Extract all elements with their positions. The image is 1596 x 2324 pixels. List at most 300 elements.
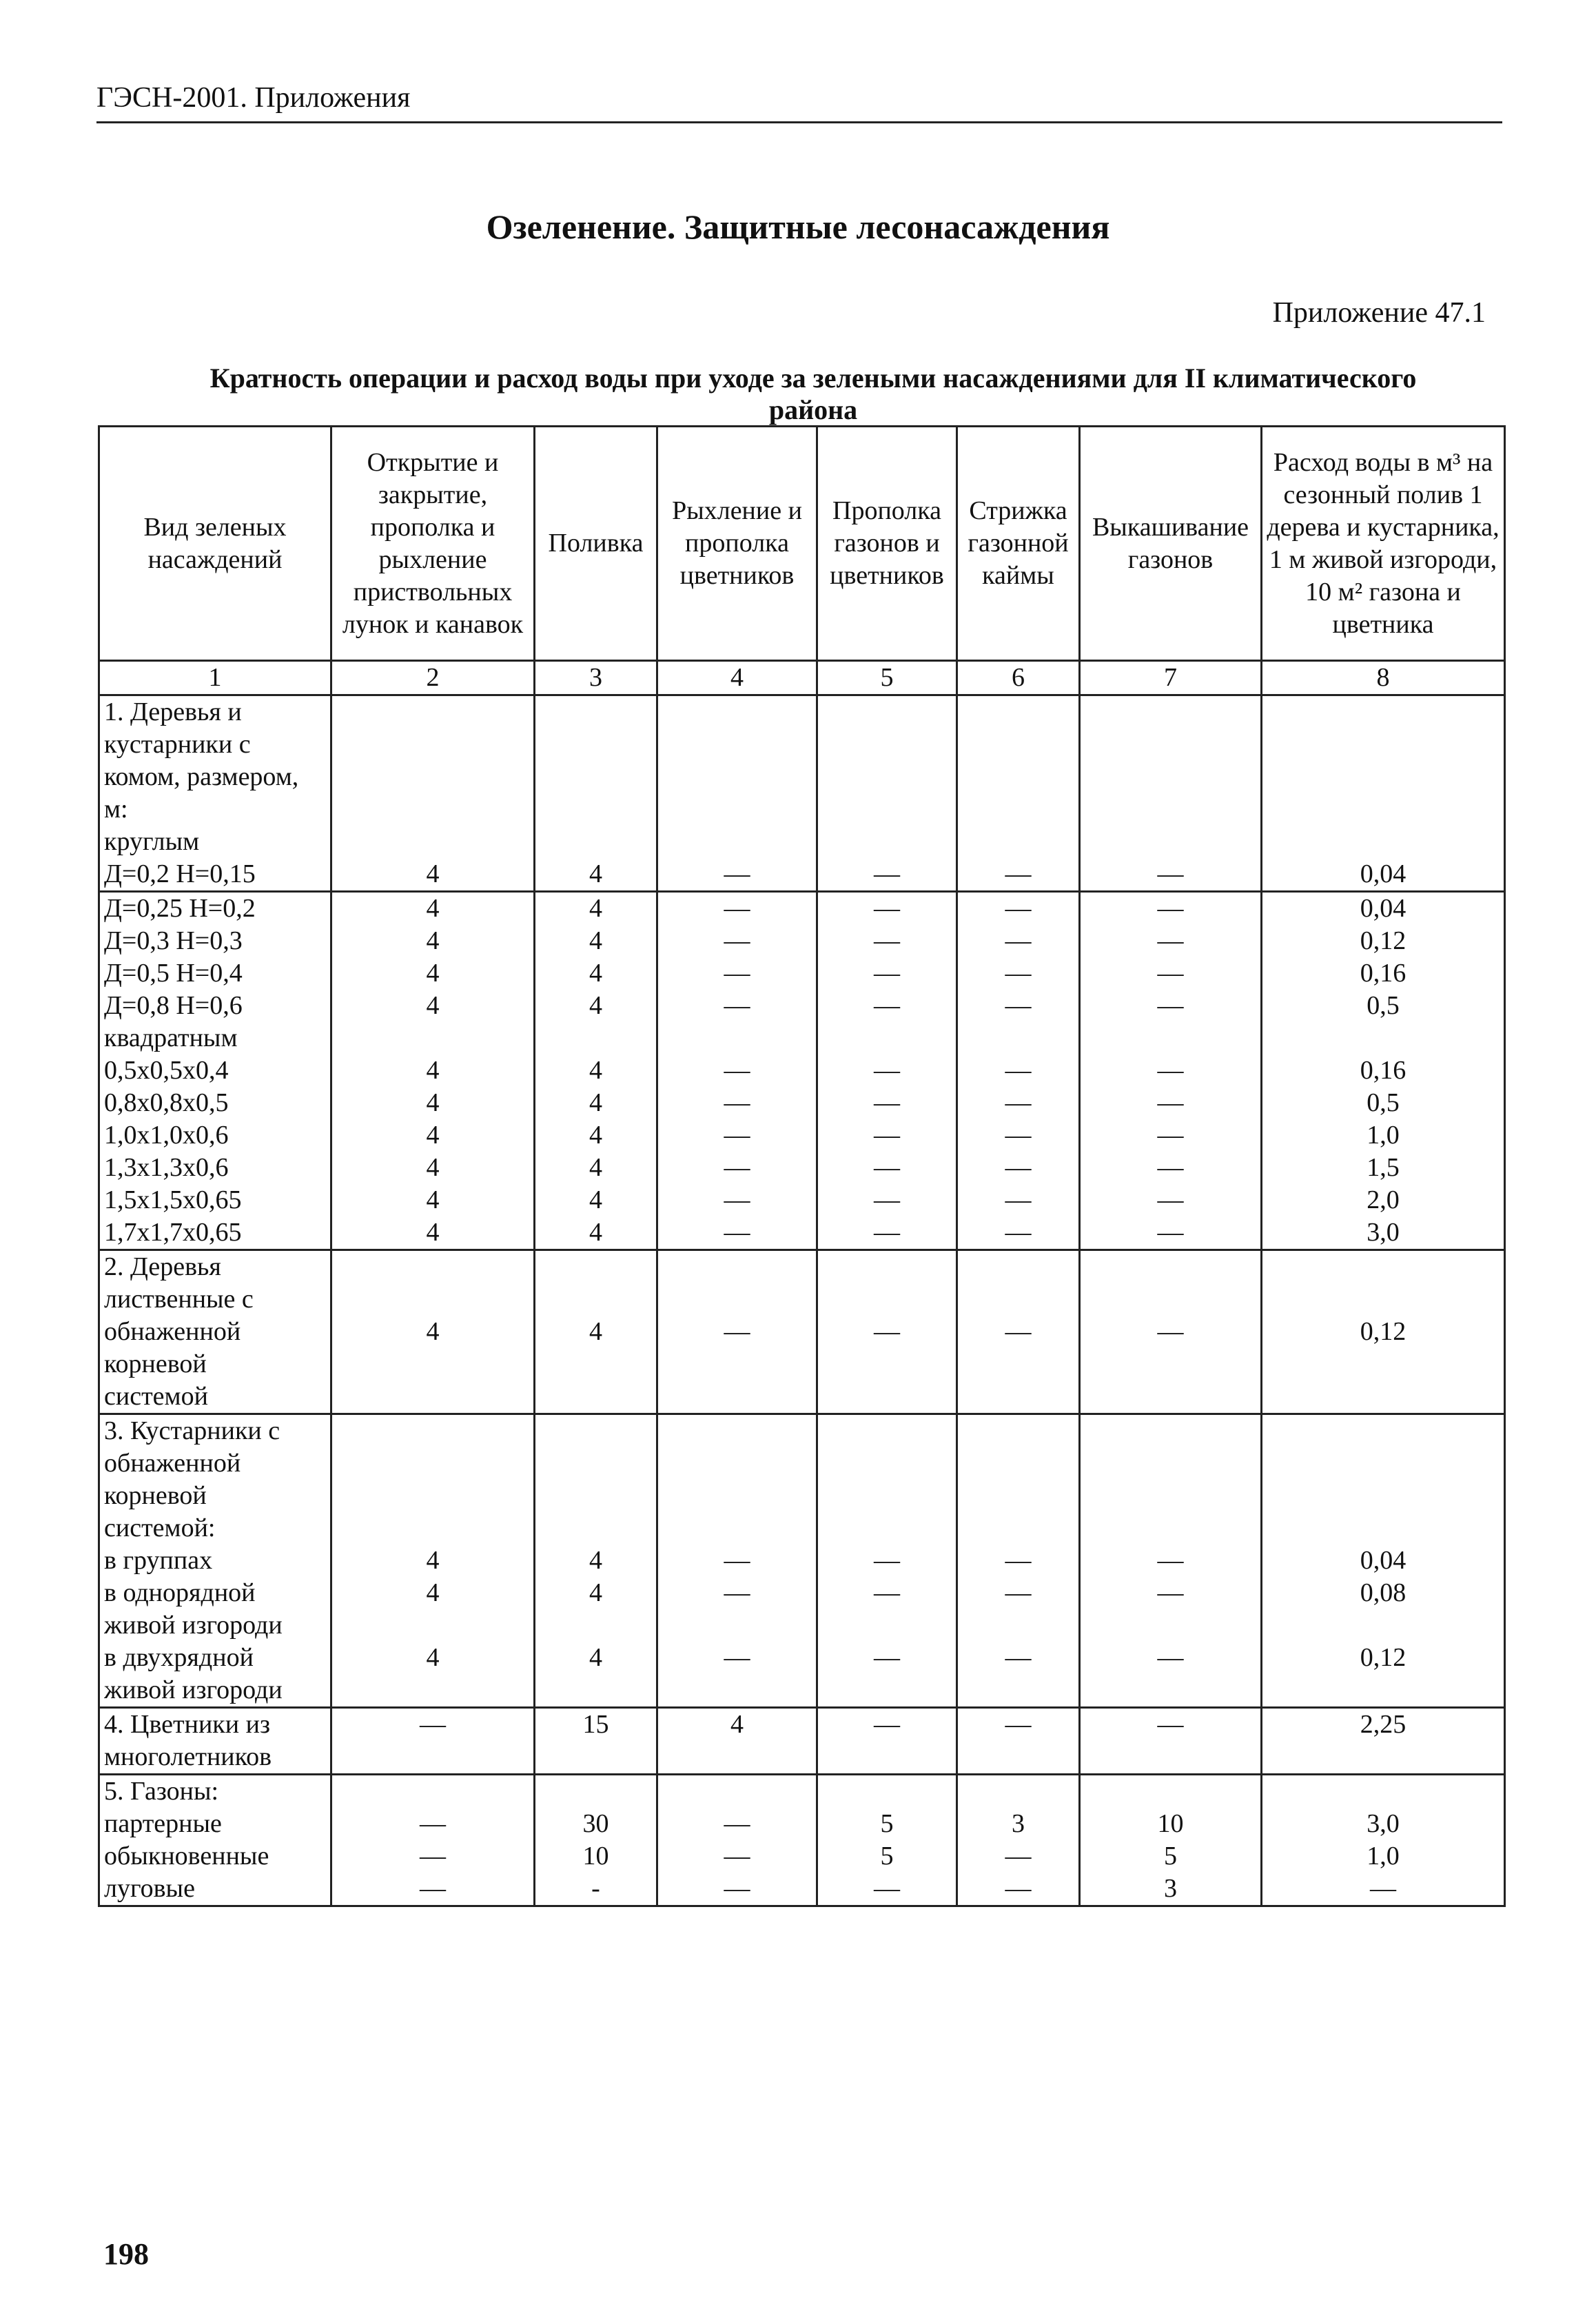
- cell-value: -: [591, 1874, 600, 1903]
- col-header-mowing: Выкашивание газонов: [1080, 427, 1262, 661]
- cell-value: [1267, 1022, 1500, 1054]
- cell-value: —: [420, 1874, 446, 1903]
- value-cell: [817, 1250, 957, 1414]
- cell-value: [822, 1741, 952, 1773]
- cell-value: [336, 761, 529, 793]
- cell-value: [1267, 1415, 1500, 1447]
- cell-value: [662, 1480, 812, 1512]
- plant-type-text: Д=0,3 Н=0,3: [104, 926, 243, 955]
- cell-value: [1267, 1775, 1500, 1808]
- cell-value: 4: [589, 1121, 602, 1150]
- cell-value: —: [724, 1578, 750, 1607]
- cell-value: —: [724, 1218, 750, 1247]
- cell-value: [1267, 1512, 1500, 1545]
- cell-value: 4: [426, 959, 440, 988]
- plant-type-text: 2. Деревья: [104, 1252, 221, 1281]
- cell-value: 0,08: [1360, 1578, 1406, 1607]
- value-cell: [1262, 695, 1505, 892]
- plant-type-text: Д=0,2 Н=0,15: [104, 859, 256, 888]
- value-cell: [1080, 1414, 1262, 1708]
- column-number-row: [99, 661, 1505, 695]
- cell-value: 10: [1157, 1809, 1184, 1838]
- cell-value: —: [1157, 1088, 1184, 1117]
- cell-value: [540, 1480, 652, 1512]
- norms-table: [98, 425, 1506, 1907]
- plant-type-text: 4. Цветники из: [104, 1710, 270, 1739]
- value-cell: [817, 1414, 957, 1708]
- cell-value: 15: [582, 1710, 609, 1739]
- cell-value: [1085, 1741, 1256, 1773]
- cell-value: [962, 1741, 1074, 1773]
- cell-value: 4: [589, 991, 602, 1020]
- plant-type-cell: [99, 1775, 331, 1906]
- cell-value: —: [724, 959, 750, 988]
- cell-value: —: [724, 1842, 750, 1871]
- cell-value: 5: [880, 1842, 894, 1871]
- cell-value: 5: [1164, 1842, 1177, 1871]
- value-cell: [657, 1708, 817, 1775]
- cell-value: —: [874, 1710, 900, 1739]
- cell-value: —: [1157, 1546, 1184, 1575]
- plant-type-text: квадратным: [104, 1023, 238, 1052]
- cell-value: [1085, 1609, 1256, 1642]
- cell-value: [540, 1447, 652, 1480]
- value-cell: [535, 1250, 657, 1414]
- cell-value: 4: [426, 1121, 440, 1150]
- cell-value: —: [724, 1546, 750, 1575]
- cell-value: —: [724, 1185, 750, 1214]
- table-body: [99, 695, 1505, 1906]
- cell-value: [822, 1380, 952, 1413]
- cell-value: 30: [582, 1809, 609, 1838]
- cell-value: [822, 1674, 952, 1706]
- col-header-weeding: Прополка газонов и цветников: [817, 427, 957, 661]
- cell-value: [822, 761, 952, 793]
- col-header-opening-closing: Открытие и закрытие, прополка и рыхление приствольных лунок и канавок: [331, 427, 535, 661]
- value-cell: [817, 892, 957, 1250]
- plant-type-text: Д=0,5 Н=0,4: [104, 959, 243, 988]
- value-cell: [657, 695, 817, 892]
- cell-value: 0,04: [1360, 1546, 1406, 1575]
- cell-value: —: [874, 1546, 900, 1575]
- cell-value: [822, 1609, 952, 1642]
- cell-value: [962, 1512, 1074, 1545]
- cell-value: [336, 728, 529, 761]
- value-cell: [957, 1250, 1080, 1414]
- value-cell: [817, 1775, 957, 1906]
- cell-value: [336, 696, 529, 728]
- value-cell: [331, 1250, 535, 1414]
- table-row: [99, 1775, 1505, 1906]
- value-cell: [535, 892, 657, 1250]
- appendix-label: Приложение 47.1: [1272, 297, 1486, 329]
- page-title: Озеленение. Защитные лесонасаждения: [486, 207, 1110, 246]
- page-number: 198: [103, 2237, 149, 2271]
- cell-value: [1267, 1674, 1500, 1706]
- cell-value: —: [724, 1643, 750, 1672]
- cell-value: [822, 793, 952, 826]
- header-divider: [96, 121, 1502, 123]
- cell-value: [1085, 1022, 1256, 1054]
- cell-value: [662, 1251, 812, 1283]
- cell-value: [1085, 1348, 1256, 1380]
- cell-value: 1,0: [1367, 1842, 1400, 1871]
- cell-value: [962, 1415, 1074, 1447]
- cell-value: [662, 793, 812, 826]
- cell-value: 4: [589, 959, 602, 988]
- cell-value: 4: [426, 1088, 440, 1117]
- cell-value: [822, 1022, 952, 1054]
- plant-type-text: 1,0x1,0x0,6: [104, 1121, 229, 1150]
- cell-value: [1085, 1251, 1256, 1283]
- cell-value: —: [874, 1578, 900, 1607]
- value-cell: [1262, 1775, 1505, 1906]
- plant-type-text: 1,7x1,7x0,65: [104, 1218, 242, 1247]
- cell-value: 2,0: [1367, 1185, 1400, 1214]
- cell-value: [962, 1447, 1074, 1480]
- cell-value: —: [874, 1317, 900, 1346]
- plant-type-text: в двухрядной: [104, 1643, 254, 1672]
- plant-type-text: круглым: [104, 827, 200, 856]
- cell-value: [336, 1741, 529, 1773]
- value-cell: [1262, 1250, 1505, 1414]
- plant-type-text: 1. Деревья и: [104, 697, 242, 726]
- cell-value: [662, 1741, 812, 1773]
- cell-value: [1085, 1415, 1256, 1447]
- cell-value: —: [1005, 991, 1032, 1020]
- cell-value: —: [874, 894, 900, 923]
- cell-value: [1085, 1447, 1256, 1480]
- cell-value: [540, 1380, 652, 1413]
- value-cell: [657, 892, 817, 1250]
- cell-value: [336, 1775, 529, 1808]
- cell-value: 0,12: [1360, 1317, 1406, 1346]
- cell-value: —: [874, 1218, 900, 1247]
- cell-value: [1085, 696, 1256, 728]
- cell-value: 4: [589, 1218, 602, 1247]
- cell-value: —: [724, 1874, 750, 1903]
- value-cell: [535, 1708, 657, 1775]
- cell-value: [662, 826, 812, 858]
- cell-value: 3,0: [1367, 1218, 1400, 1247]
- cell-value: 0,04: [1360, 894, 1406, 923]
- cell-value: [540, 1415, 652, 1447]
- cell-value: —: [1005, 1218, 1032, 1247]
- value-cell: [657, 1250, 817, 1414]
- cell-value: [540, 1283, 652, 1316]
- plant-type-text: обнаженной: [104, 1449, 241, 1478]
- cell-value: [1267, 1283, 1500, 1316]
- cell-value: [662, 696, 812, 728]
- cell-value: [962, 761, 1074, 793]
- plant-type-text: м:: [104, 795, 128, 824]
- plant-type-text: партерные: [104, 1809, 222, 1838]
- cell-value: [1267, 1380, 1500, 1413]
- cell-value: 4: [589, 1578, 602, 1607]
- cell-value: 4: [589, 1088, 602, 1117]
- cell-value: [1267, 826, 1500, 858]
- cell-value: [962, 1609, 1074, 1642]
- cell-value: —: [1005, 859, 1032, 888]
- cell-value: [336, 1609, 529, 1642]
- cell-value: [822, 1775, 952, 1808]
- plant-type-text: лиственные с: [104, 1285, 254, 1314]
- cell-value: 4: [426, 1578, 440, 1607]
- cell-value: —: [1005, 894, 1032, 923]
- table-header-row: [99, 427, 1505, 661]
- cell-value: 4: [589, 1056, 602, 1085]
- cell-value: [662, 1283, 812, 1316]
- col-header-water-usage: Расход воды в м³ на сезонный полив 1 дерева и кустарника, 1 м живой изгороди, 10 м² газона и цветника: [1262, 427, 1505, 661]
- value-cell: [331, 1708, 535, 1775]
- cell-value: [336, 1251, 529, 1283]
- cell-value: [1085, 761, 1256, 793]
- value-cell: [957, 695, 1080, 892]
- cell-value: [540, 1741, 652, 1773]
- value-cell: [331, 695, 535, 892]
- cell-value: —: [1157, 1218, 1184, 1247]
- cell-value: —: [874, 991, 900, 1020]
- value-cell: [657, 1414, 817, 1708]
- cell-value: [1267, 1609, 1500, 1642]
- cell-value: [1267, 1480, 1500, 1512]
- cell-value: [540, 793, 652, 826]
- plant-type-text: 0,5x0,5x0,4: [104, 1056, 229, 1085]
- cell-value: —: [724, 1153, 750, 1182]
- plant-type-text: Д=0,25 Н=0,2: [104, 894, 256, 923]
- cell-value: —: [1157, 1710, 1184, 1739]
- cell-value: —: [1157, 859, 1184, 888]
- cell-value: [662, 1447, 812, 1480]
- cell-value: [540, 1674, 652, 1706]
- table-row: [99, 1250, 1505, 1414]
- value-cell: [535, 1414, 657, 1708]
- cell-value: —: [724, 991, 750, 1020]
- running-header: ГЭСН-2001. Приложения: [96, 82, 411, 114]
- cell-value: 4: [426, 894, 440, 923]
- table-row: [99, 1708, 1505, 1775]
- cell-value: [962, 1380, 1074, 1413]
- plant-type-text: живой изгороди: [104, 1611, 283, 1640]
- cell-value: 5: [880, 1809, 894, 1838]
- cell-value: [1085, 1480, 1256, 1512]
- cell-value: [962, 728, 1074, 761]
- column-number: 1: [99, 661, 331, 695]
- cell-value: —: [874, 926, 900, 955]
- cell-value: [540, 1775, 652, 1808]
- cell-value: [962, 696, 1074, 728]
- value-cell: [1262, 1708, 1505, 1775]
- cell-value: —: [1005, 1088, 1032, 1117]
- col-header-watering: Поливка: [535, 427, 657, 661]
- cell-value: —: [874, 1088, 900, 1117]
- cell-value: [336, 1447, 529, 1480]
- cell-value: [336, 1415, 529, 1447]
- cell-value: [822, 1447, 952, 1480]
- cell-value: 4: [589, 1546, 602, 1575]
- cell-value: 1,0: [1367, 1121, 1400, 1150]
- cell-value: 2,25: [1360, 1710, 1406, 1739]
- cell-value: [1085, 826, 1256, 858]
- cell-value: [822, 1415, 952, 1447]
- cell-value: [962, 1674, 1074, 1706]
- cell-value: —: [724, 1088, 750, 1117]
- cell-value: [662, 1609, 812, 1642]
- cell-value: 0,04: [1360, 859, 1406, 888]
- cell-value: —: [1157, 1643, 1184, 1672]
- cell-value: —: [724, 926, 750, 955]
- cell-value: [662, 1380, 812, 1413]
- col-header-plant-type: Вид зеленых насаждений: [99, 427, 331, 661]
- cell-value: 3: [1164, 1874, 1177, 1903]
- cell-value: [822, 728, 952, 761]
- cell-value: —: [1157, 991, 1184, 1020]
- cell-value: —: [874, 1056, 900, 1085]
- cell-value: [1267, 1251, 1500, 1283]
- cell-value: 4: [589, 894, 602, 923]
- plant-type-text: обнаженной: [104, 1317, 241, 1346]
- cell-value: [540, 1609, 652, 1642]
- cell-value: [662, 728, 812, 761]
- cell-value: 4: [426, 1643, 440, 1672]
- cell-value: —: [1157, 894, 1184, 923]
- cell-value: [962, 1348, 1074, 1380]
- cell-value: [962, 1251, 1074, 1283]
- cell-value: 0,12: [1360, 1643, 1406, 1672]
- cell-value: [540, 761, 652, 793]
- cell-value: [822, 1283, 952, 1316]
- cell-value: 4: [426, 1056, 440, 1085]
- cell-value: [1267, 696, 1500, 728]
- cell-value: [962, 793, 1074, 826]
- cell-value: 4: [426, 991, 440, 1020]
- cell-value: —: [724, 1317, 750, 1346]
- column-number: 4: [657, 661, 817, 695]
- cell-value: [1267, 793, 1500, 826]
- table-row: [99, 892, 1505, 1250]
- table-row: [99, 695, 1505, 892]
- cell-value: 3: [1012, 1809, 1025, 1838]
- plant-type-text: в однорядной: [104, 1578, 256, 1607]
- cell-value: 0,12: [1360, 926, 1406, 955]
- cell-value: 4: [589, 926, 602, 955]
- cell-value: —: [874, 1153, 900, 1182]
- cell-value: 10: [582, 1842, 609, 1871]
- plant-type-text: живой изгороди: [104, 1675, 283, 1704]
- value-cell: [957, 892, 1080, 1250]
- table-caption: Кратность операции и расход воды при уходе за зелеными насаждениями для II климатического района: [209, 363, 1417, 425]
- cell-value: [1267, 761, 1500, 793]
- cell-value: 4: [589, 1643, 602, 1672]
- cell-value: 4: [589, 1153, 602, 1182]
- value-cell: [1262, 892, 1505, 1250]
- cell-value: —: [1157, 1317, 1184, 1346]
- cell-value: —: [420, 1842, 446, 1871]
- cell-value: [662, 1775, 812, 1808]
- cell-value: [540, 728, 652, 761]
- value-cell: [817, 1708, 957, 1775]
- cell-value: —: [874, 1185, 900, 1214]
- plant-type-text: многолетников: [104, 1742, 272, 1771]
- cell-value: [962, 1283, 1074, 1316]
- col-header-loosening: Рыхление и прополка цветников: [657, 427, 817, 661]
- cell-value: [1085, 1775, 1256, 1808]
- cell-value: [540, 1251, 652, 1283]
- cell-value: —: [874, 959, 900, 988]
- value-cell: [957, 1414, 1080, 1708]
- cell-value: —: [1005, 1121, 1032, 1150]
- value-cell: [957, 1708, 1080, 1775]
- cell-value: 4: [589, 1317, 602, 1346]
- cell-value: [962, 826, 1074, 858]
- cell-value: [336, 1348, 529, 1380]
- cell-value: —: [1005, 1578, 1032, 1607]
- cell-value: [822, 1251, 952, 1283]
- value-cell: [1080, 892, 1262, 1250]
- cell-value: [1267, 1447, 1500, 1480]
- cell-value: [540, 826, 652, 858]
- cell-value: [822, 826, 952, 858]
- cell-value: [1085, 1380, 1256, 1413]
- value-cell: [817, 695, 957, 892]
- plant-type-text: 1,3x1,3x0,6: [104, 1153, 229, 1182]
- plant-type-text: кустарники с: [104, 730, 251, 759]
- cell-value: [1085, 1674, 1256, 1706]
- plant-type-text: системой:: [104, 1513, 216, 1542]
- cell-value: 4: [426, 1185, 440, 1214]
- cell-value: [540, 1348, 652, 1380]
- cell-value: 4: [426, 1218, 440, 1247]
- plant-type-text: системой: [104, 1382, 208, 1411]
- plant-type-text: корневой: [104, 1349, 207, 1378]
- cell-value: —: [874, 1874, 900, 1903]
- plant-type-text: 3. Кустарники с: [104, 1416, 280, 1445]
- cell-value: —: [1005, 959, 1032, 988]
- cell-value: [336, 1674, 529, 1706]
- cell-value: 0,5: [1367, 1088, 1400, 1117]
- cell-value: [962, 1775, 1074, 1808]
- plant-type-text: 5. Газоны:: [104, 1777, 219, 1806]
- plant-type-cell: [99, 695, 331, 892]
- cell-value: 1,5: [1367, 1153, 1400, 1182]
- cell-value: [662, 1512, 812, 1545]
- value-cell: [957, 1775, 1080, 1906]
- table-row: [99, 1414, 1505, 1708]
- value-cell: [1080, 1775, 1262, 1906]
- value-cell: [331, 1414, 535, 1708]
- cell-value: —: [1005, 1153, 1032, 1182]
- cell-value: —: [1005, 1546, 1032, 1575]
- plant-type-cell: [99, 1250, 331, 1414]
- plant-type-text: комом, размером,: [104, 762, 299, 791]
- cell-value: —: [1005, 1643, 1032, 1672]
- cell-value: [540, 1022, 652, 1054]
- cell-value: [336, 793, 529, 826]
- column-number: 7: [1080, 661, 1262, 695]
- cell-value: [662, 1674, 812, 1706]
- plant-type-cell: [99, 892, 331, 1250]
- cell-value: —: [420, 1710, 446, 1739]
- cell-value: 0,16: [1360, 1056, 1406, 1085]
- plant-type-text: 0,8x0,8x0,5: [104, 1088, 229, 1117]
- value-cell: [1080, 1250, 1262, 1414]
- cell-value: —: [1157, 1578, 1184, 1607]
- cell-value: 4: [426, 1546, 440, 1575]
- cell-value: 4: [730, 1710, 744, 1739]
- plant-type-text: луговые: [104, 1874, 195, 1903]
- col-header-trimming: Стрижка газонной каймы: [957, 427, 1080, 661]
- cell-value: —: [724, 859, 750, 888]
